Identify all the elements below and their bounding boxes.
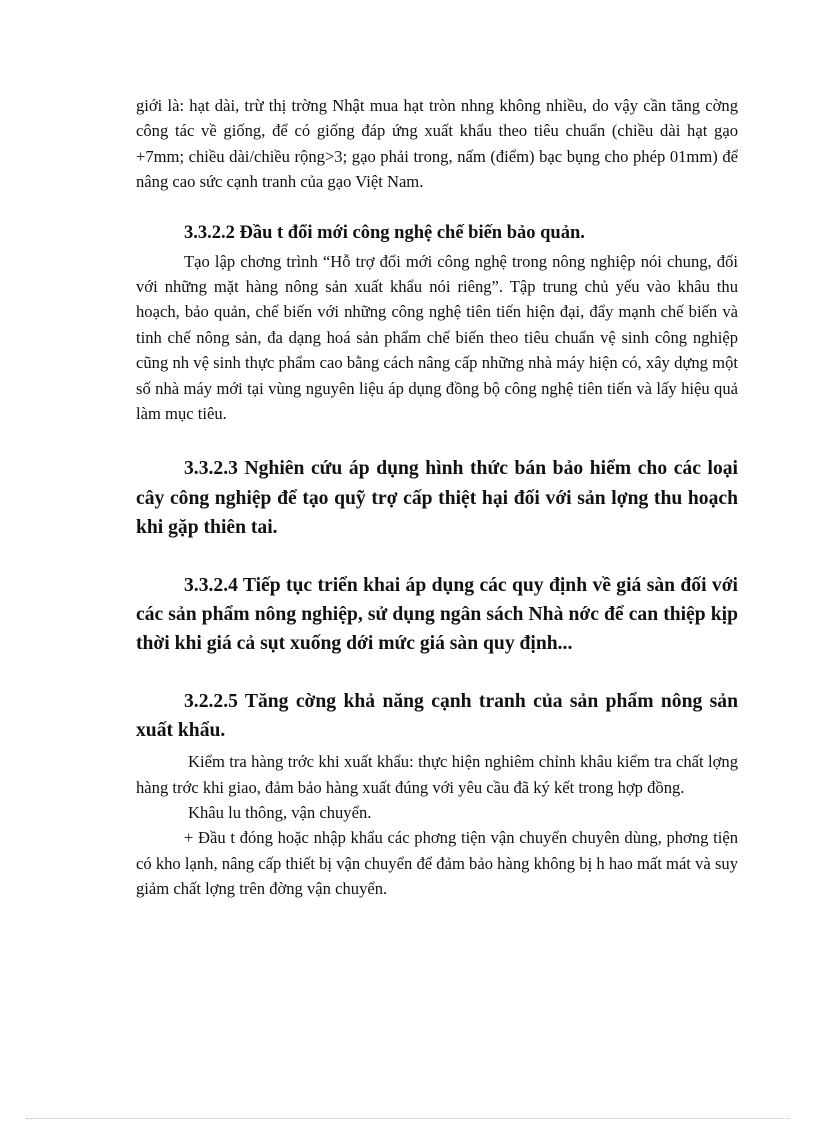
heading-3-3-2-4: 3.3.2.4 Tiếp tục triển khai áp dụng các quy định về giá sàn đối với các sản phẩm nông nghiệp, sử dụng ngân sách Nhà nớc để can thiệp kịp thời khi giá cả sụt xuống dới mức giá sàn quy định... — [136, 575, 738, 655]
page-content — [136, 93, 738, 902]
heading-3-2-2-5: 3.2.2.5 Tăng cờng khả năng cạnh tranh của sản phẩm nông sản xuất khẩu. — [136, 690, 738, 741]
heading-3-3-2-3: 3.3.2.3 Nghiên cứu áp dụng hình thức bán bảo hiểm cho các loại cây công nghiệp để tạo quỹ trợ cấp thiệt hại đối với sản lợng thu hoạch khi gặp thiên tai. — [136, 458, 738, 538]
page-bottom-divider — [26, 1118, 790, 1119]
paragraph-technology-support: Tạo lập chơng trình “Hỗ trợ đổi mới công nghệ trong nông nghiệp nói chung, đối với những mặt hàng nông sản xuất khẩu nói riêng”. Tập trung chủ yếu vào khâu thu hoạch, bảo quản, chế biến với những công nghệ tiên tiến hiện đại, đẩy mạnh chế biến và tinh chế nông sản, đa dạng hoá sản phẩm chế biến theo tiêu chuẩn vệ sinh công nghiệp cũng nh vệ sinh thực phẩm cao bằng cách nâng cấp những nhà máy hiện có, xây dựng một số nhà máy mới tại vùng nguyên liệu áp dụng đồng bộ công nghệ tiên tiến và lấy hiệu quả làm mục tiêu. — [136, 251, 738, 424]
paragraph-export-inspection: Kiểm tra hàng trớc khi xuất khẩu: thực hiện nghiêm chỉnh khâu kiểm tra chất lợng hàng trớc khi giao, đảm bảo hàng xuất đúng với yêu cầu đã ký kết trong hợp đồng. — [136, 752, 738, 797]
paragraph-rice-standards: giới là: hạt dài, trừ thị trờng Nhật mua hạt tròn nhng không nhiều, do vậy cần tăng cờng công tác về giống, để có giống đáp ứng xuất khẩu theo tiêu chuẩn (chiều dài hạt gạo +7mm; chiều dài/chiều rộng>3; gạo phải trong, nấm (điểm) bạc bụng cho phép 01mm) để nâng cao sức cạnh tranh của gạo Việt Nam. — [136, 96, 738, 192]
paragraph-transport-investment: + Đầu t đóng hoặc nhập khẩu các phơng tiện vận chuyển chuyên dùng, phơng tiện có kho lạnh, nâng cấp thiết bị vận chuyển để đảm bảo hàng không bị h hao mất mát và suy giảm chất lợng trên đờng vận chuyển. — [136, 828, 738, 899]
paragraph-transport-stage: Khâu lu thông, vận chuyển. — [188, 802, 372, 822]
heading-3-3-2-2: 3.3.2.2 Đầu t đổi mới công nghệ chế biến bảo quản. — [184, 222, 585, 243]
